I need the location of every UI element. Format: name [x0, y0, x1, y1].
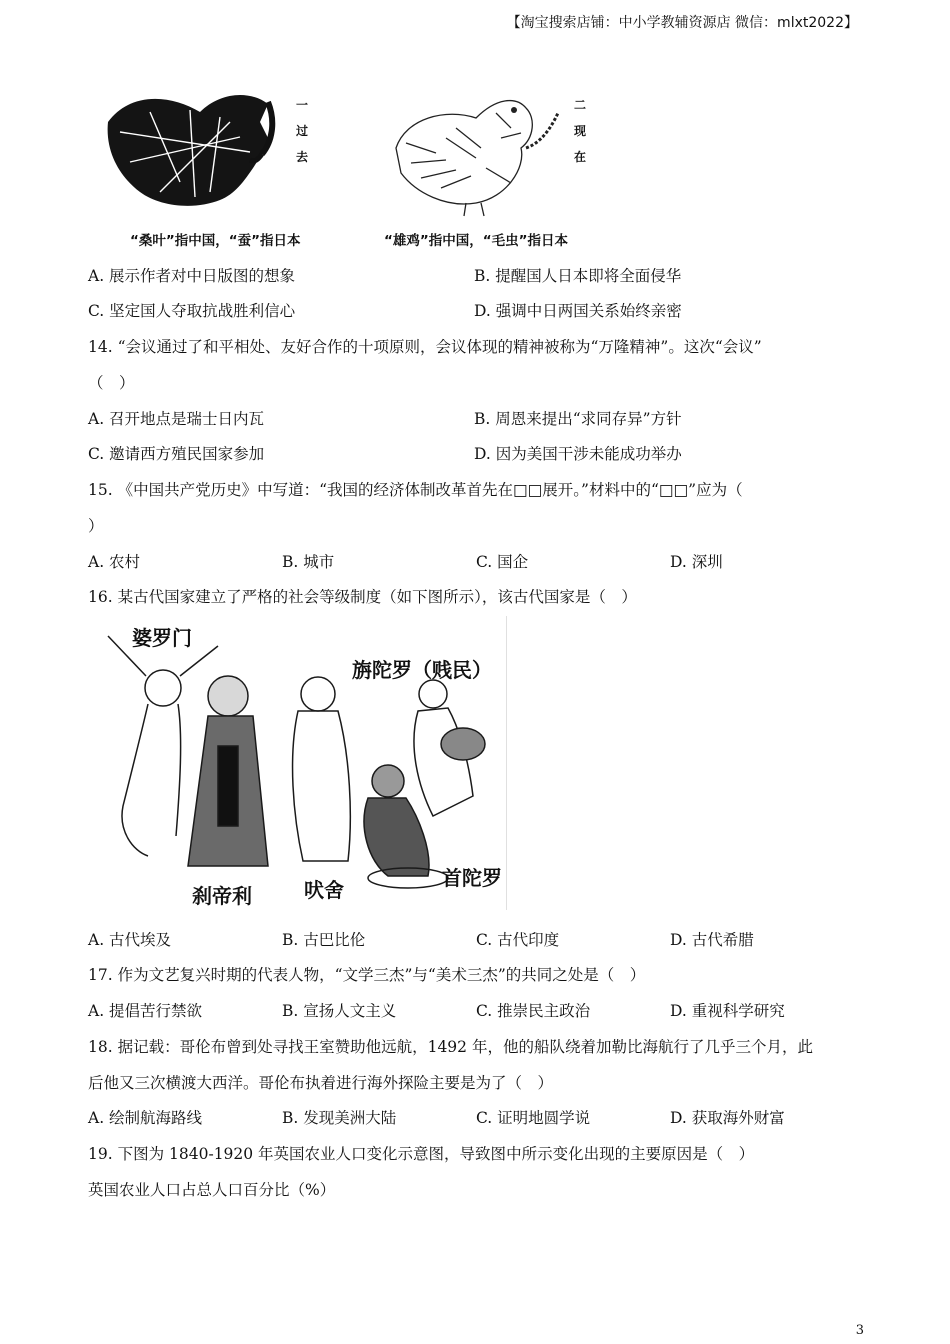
q19-stem: 19. 下图为 1840-1920 年英国农业人口变化示意图，导致图中所示变化出现的主要原因是（ ） — [88, 1145, 755, 1163]
label-vaishya: 吠舍 — [304, 878, 344, 902]
label-brahmin: 婆罗门 — [132, 626, 192, 650]
q14-option-c[interactable]: C. 邀请西方殖民国家参加 — [88, 445, 265, 463]
q14-stem-cont: （ ） — [88, 374, 135, 392]
cartoon-present-caption: “雄鸡”指中国，“毛虫”指日本 — [384, 233, 568, 249]
q16-option-a[interactable]: A. 古代埃及 — [88, 931, 172, 949]
q14-option-b[interactable]: B. 周恩来提出“求同存异”方针 — [474, 410, 682, 428]
page-number: 3 — [855, 1323, 864, 1338]
label-chandala: 旃陀罗（贱民） — [352, 658, 492, 682]
q16-option-b[interactable]: B. 古巴比伦 — [282, 931, 366, 949]
cartoon-present-label: 二 现 在 — [573, 98, 586, 164]
q13-option-d[interactable]: D. 强调中日两国关系始终亲密 — [474, 302, 682, 320]
q18-option-b[interactable]: B. 发现美洲大陆 — [282, 1109, 397, 1127]
q15-stem-cont: ） — [88, 517, 104, 535]
q18-option-c[interactable]: C. 证明地圆学说 — [476, 1109, 591, 1127]
q14-option-a[interactable]: A. 召开地点是瑞士日内瓦 — [88, 410, 265, 428]
q17-option-b[interactable]: B. 宣扬人文主义 — [282, 1002, 397, 1020]
label-shudra: 首陀罗 — [442, 866, 502, 890]
label-kshatriya: 刹帝利 — [192, 884, 252, 908]
cartoon-present-image — [386, 88, 576, 218]
q13-option-b[interactable]: B. 提醒国人日本即将全面侵华 — [474, 267, 682, 285]
q18-option-d[interactable]: D. 获取海外财富 — [670, 1109, 785, 1127]
q18-option-a[interactable]: A. 绘制航海路线 — [88, 1109, 203, 1127]
q14-option-d[interactable]: D. 因为美国干涉未能成功举办 — [474, 445, 682, 463]
q17-option-d[interactable]: D. 重视科学研究 — [670, 1002, 785, 1020]
q15-option-d[interactable]: D. 深圳 — [670, 553, 723, 571]
q15-option-c[interactable]: C. 国企 — [476, 553, 529, 571]
q18-stem-cont: 后他又三次横渡大西洋。哥伦布执着进行海外探险主要是为了（ ） — [88, 1074, 554, 1092]
page-header: 【淘宝搜索店铺：中小学教辅资源店 微信：mlxt2022】 — [506, 15, 858, 31]
q15-option-b[interactable]: B. 城市 — [282, 553, 335, 571]
q16-option-d[interactable]: D. 古代希腊 — [670, 931, 754, 949]
cartoon-past-label: 一 过 去 — [295, 98, 308, 164]
q17-stem: 17. 作为文艺复兴时期的代表人物，“文学三杰”与“美术三杰”的共同之处是（ ） — [88, 966, 646, 984]
q13-option-c[interactable]: C. 坚定国人夺取抗战胜利信心 — [88, 302, 296, 320]
q15-option-a[interactable]: A. 农村 — [88, 553, 141, 571]
q18-stem: 18. 据记载：哥伦布曾到处寻找王室赞助他远航，1492 年，他的船队绕着加勒比海航行了几乎三个月，此 — [88, 1038, 813, 1056]
caste-illustration — [88, 616, 507, 910]
q19-chart-title: 英国农业人口占总人口百分比（%） — [88, 1181, 336, 1199]
q14-stem: 14. “会议通过了和平相处、友好合作的十项原则，会议体现的精神被称为“万隆精神”。这次“会议” — [88, 338, 762, 356]
cartoon-past-caption: “桑叶”指中国，“蚕”指日本 — [130, 233, 301, 249]
q13-option-a[interactable]: A. 展示作者对中日版图的想象 — [88, 267, 296, 285]
q17-option-a[interactable]: A. 提倡苦行禁欲 — [88, 1002, 203, 1020]
q15-stem: 15. 《中国共产党历史》中写道：“我国的经济体制改革首先在□□展开。”材料中的“□□”应为（ — [88, 481, 743, 499]
cartoon-past-image — [100, 82, 320, 222]
q16-stem: 16. 某古代国家建立了严格的社会等级制度（如下图所示），该古代国家是（ ） — [88, 588, 637, 606]
q17-option-c[interactable]: C. 推崇民主政治 — [476, 1002, 591, 1020]
q16-option-c[interactable]: C. 古代印度 — [476, 931, 560, 949]
